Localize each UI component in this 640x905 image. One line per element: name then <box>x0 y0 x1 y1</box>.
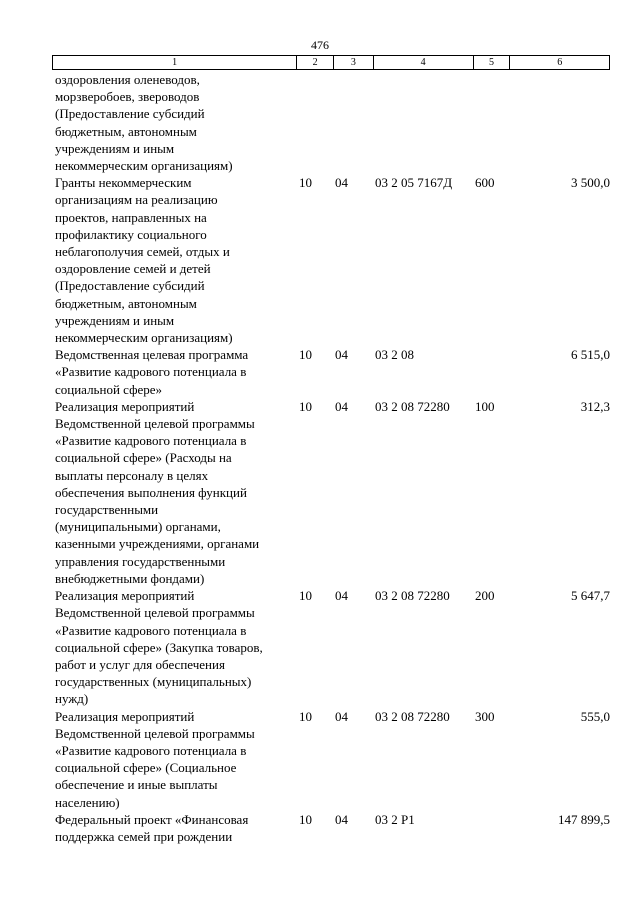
row-name-line: «Развитие кадрового потенциала в <box>55 433 247 449</box>
row-expense-type <box>475 346 512 398</box>
table-row <box>55 174 610 346</box>
row-target-code: 03 2 08 72280 <box>375 708 450 724</box>
row-name-line: (Предоставление субсидий <box>55 106 205 122</box>
table-row <box>55 71 610 174</box>
row-name-line: учреждениям и иным <box>55 312 175 328</box>
header-col-2: 2 <box>297 56 334 69</box>
row-subsection: 04 <box>335 175 348 191</box>
row-name <box>55 346 299 398</box>
row-name-line: населению) <box>55 794 120 810</box>
row-target-code: 03 2 08 72280 <box>375 588 450 604</box>
row-amount: 312,3 <box>580 398 610 414</box>
row-section: 10 <box>299 398 312 414</box>
row-name-line: социальной сфере» (Социальное <box>55 760 237 776</box>
row-name <box>55 71 299 174</box>
row-name-line: Реализация мероприятий <box>55 588 195 604</box>
row-name-line: нужд) <box>55 691 89 707</box>
row-name-line: «Развитие кадрового потенциала в <box>55 622 247 638</box>
row-name-line: некоммерческим организациям) <box>55 158 233 174</box>
row-name-line: управления государственными <box>55 553 226 569</box>
header-col-4: 4 <box>374 56 474 69</box>
row-expense-type <box>475 811 512 845</box>
row-name-line: Ведомственной целевой программы <box>55 725 255 741</box>
table-row <box>55 398 610 587</box>
row-name-line: поддержка семей при рождении <box>55 828 233 844</box>
row-name-line: государственных (муниципальных) <box>55 674 252 690</box>
row-name-line: обеспечение и иные выплаты <box>55 777 218 793</box>
row-section: 10 <box>299 347 312 363</box>
row-target-code: 03 2 08 72280 <box>375 398 450 414</box>
row-name-line: неблагополучия семей, отдых и <box>55 244 230 260</box>
row-name <box>55 811 299 845</box>
page-number: 476 <box>311 38 329 52</box>
row-subsection: 04 <box>335 398 348 414</box>
row-subsection: 04 <box>335 708 348 724</box>
row-name-line: учреждениям и иным <box>55 140 175 156</box>
row-name-line: Федеральный проект «Финансовая <box>55 811 249 827</box>
row-amount: 147 899,5 <box>558 811 610 827</box>
row-name-line: обеспечения выполнения функций <box>55 484 247 500</box>
row-name-line: работ и услуг для обеспечения <box>55 656 225 672</box>
row-name-line: некоммерческим организациям) <box>55 330 233 346</box>
row-section: 10 <box>299 708 312 724</box>
row-name <box>55 708 299 811</box>
header-col-5: 5 <box>474 56 511 69</box>
row-expense-type: 300 <box>475 708 495 724</box>
header-col-3: 3 <box>334 56 374 69</box>
row-name-line: социальной сфере» <box>55 381 163 397</box>
table-row <box>55 587 610 707</box>
row-name-line: выплаты персоналу в целях <box>55 467 209 483</box>
row-name-line: оздоровление семей и детей <box>55 261 211 277</box>
row-expense-type: 100 <box>475 398 495 414</box>
row-name-line: государственными <box>55 502 159 518</box>
row-name-line: морзверобоев, звероводов <box>55 89 200 105</box>
row-subsection: 04 <box>335 347 348 363</box>
row-expense-type: 200 <box>475 588 495 604</box>
row-name-line: (муниципальными) органами, <box>55 519 221 535</box>
row-name-line: проектов, направленных на <box>55 209 207 225</box>
header-col-1: 1 <box>53 56 297 69</box>
row-name-line: оздоровления оленеводов, <box>55 72 200 87</box>
row-target-code: 03 2 05 7167Д <box>375 175 453 191</box>
row-expense-type <box>475 71 512 174</box>
row-section: 10 <box>299 588 312 604</box>
row-name-line: профилактику социального <box>55 226 207 242</box>
table-header <box>52 55 610 70</box>
row-name-line: «Развитие кадрового потенциала в <box>55 742 247 758</box>
table-row <box>55 346 610 398</box>
table-row <box>55 811 610 845</box>
row-name-line: Реализация мероприятий <box>55 708 195 724</box>
row-amount: 5 647,7 <box>571 588 610 604</box>
row-amount <box>512 71 610 174</box>
row-name-line: социальной сфере» (Расходы на <box>55 450 232 466</box>
row-amount: 555,0 <box>580 708 610 724</box>
row-subsection: 04 <box>335 588 348 604</box>
row-name-line: бюджетным, автономным <box>55 295 197 311</box>
row-target-code: 03 2 P1 <box>375 811 415 827</box>
row-name-line: социальной сфере» (Закупка товаров, <box>55 639 263 655</box>
row-amount: 3 500,0 <box>571 175 610 191</box>
row-section: 10 <box>299 811 312 827</box>
row-name-line: Ведомственной целевой программы <box>55 605 255 621</box>
row-target-code: 03 2 08 <box>375 347 414 363</box>
row-subsection: 04 <box>335 811 348 827</box>
row-name-line: «Развитие кадрового потенциала в <box>55 364 247 380</box>
row-target-code <box>375 71 475 174</box>
row-name <box>55 398 299 587</box>
header-col-6: 6 <box>557 57 563 68</box>
row-name-line: бюджетным, автономным <box>55 123 197 139</box>
row-name-line: внебюджетными фондами) <box>55 570 205 586</box>
row-section <box>299 71 335 174</box>
row-name-line: организациям на реализацию <box>55 192 218 208</box>
row-name-line: Реализация мероприятий <box>55 398 195 414</box>
row-name-line: казенными учреждениями, органами <box>55 536 260 552</box>
row-subsection <box>335 71 375 174</box>
row-expense-type: 600 <box>475 175 495 191</box>
table-row <box>55 708 610 811</box>
row-amount: 6 515,0 <box>571 347 610 363</box>
row-name-line: (Предоставление субсидий <box>55 278 205 294</box>
row-name-line: Гранты некоммерческим <box>55 175 192 191</box>
row-name <box>55 587 299 707</box>
row-name <box>55 174 299 346</box>
row-name-line: Ведомственная целевая программа <box>55 347 249 363</box>
row-name-line: Ведомственной целевой программы <box>55 416 255 432</box>
table-body <box>55 71 610 845</box>
row-section: 10 <box>299 175 312 191</box>
